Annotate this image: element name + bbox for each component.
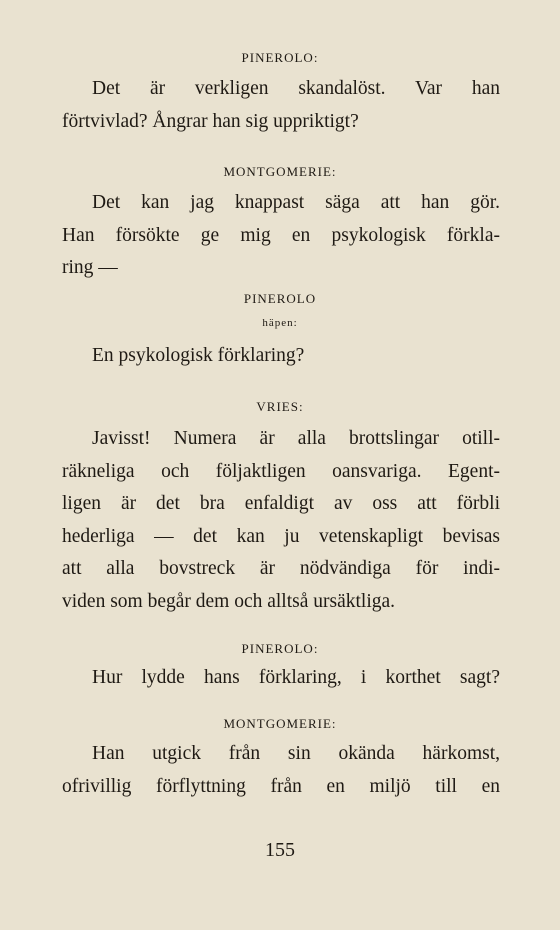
text-line: viden som begår dem och alltså ursäktliga.: [62, 590, 396, 612]
speaker-name: PINEROLO: [243, 291, 317, 306]
text-line: att alla bovstreck är nödvändiga för indi-: [62, 558, 500, 580]
stage-direction: häpen:: [262, 317, 298, 329]
dialogue-paragraph: [62, 738, 500, 803]
text-line: Det kan jag knappast säga att han gör.: [92, 192, 500, 213]
speaker-name: MONTGOMERIE:: [223, 716, 337, 731]
page-number: 155: [265, 839, 295, 861]
text-line: Han försökte ge mig en psykologisk förkla-: [62, 224, 500, 246]
speaker-name: MONTGOMERIE:: [223, 164, 337, 179]
text-line: förtvivlad? Ångrar han sig uppriktigt?: [62, 110, 359, 132]
text-line: Han utgick från sin okända härkomst,: [92, 743, 500, 764]
dialogue-paragraph: [62, 340, 500, 373]
text-line: ofrivillig förflyttning från en miljö till en: [62, 775, 500, 797]
dialogue-paragraph: [62, 187, 500, 285]
text-line: Javisst! Numera är alla brottslingar otill-: [92, 428, 500, 449]
dialogue-paragraph: [62, 73, 500, 138]
text-line: Hur lydde hans förklaring, i korthet sagt?: [92, 667, 500, 688]
speaker-name: PINEROLO:: [241, 50, 319, 65]
dialogue-paragraph: [62, 423, 500, 619]
dialogue-paragraph: [62, 662, 500, 695]
speaker-name: PINEROLO:: [241, 641, 319, 656]
text-line: räkneliga och följaktligen oansvariga. Egent-: [62, 460, 500, 482]
text-line: hederliga — det kan ju vetenskapligt bevisas: [62, 525, 500, 547]
speaker-name: VRIES:: [256, 399, 304, 414]
text-line: ligen är det bra enfaldigt av oss att förbli: [62, 493, 500, 515]
text-line: Det är verkligen skandalöst. Var han: [92, 78, 500, 99]
text-line: En psykologisk förklaring?: [92, 345, 305, 366]
text-line: ring —: [62, 257, 118, 279]
